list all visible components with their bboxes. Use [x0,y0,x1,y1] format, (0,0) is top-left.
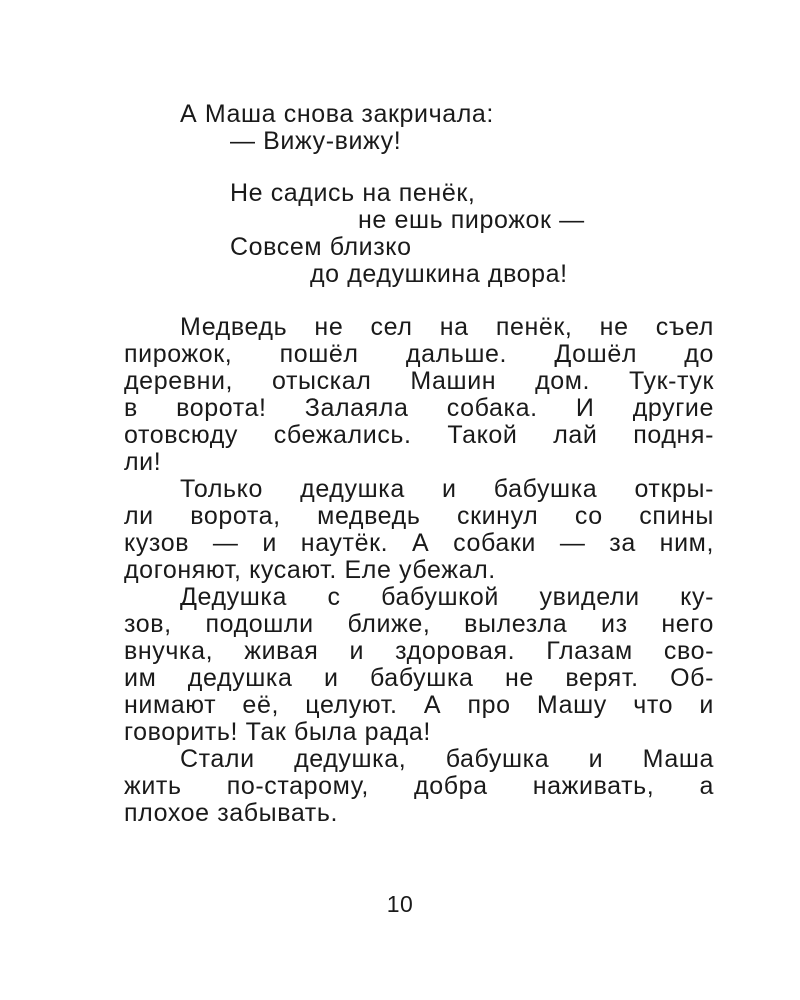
page-number: 10 [386,891,414,917]
dialogue-intro: А Маша снова закричала: [180,100,494,128]
paragraph-line: им дедушка и бабушка не верят. Об- [124,664,714,692]
paragraph-line: ли ворота, медведь скинул со спины [124,502,714,530]
paragraph-line: ли! [124,448,162,476]
paragraph-line: жить по-старому, добра наживать, а [124,772,714,800]
paragraph-line: Дедушка с бабушкой увидели ку- [180,583,714,611]
paragraph-line: плохое забывать. [124,799,339,827]
paragraph-line: Медведь не сел на пенёк, не съел [180,313,714,341]
paragraph-line: внучка, живая и здоровая. Глазам сво- [124,637,714,665]
dialogue-cry: — Вижу-вижу! [230,127,402,155]
paragraph-line: зов, подошли ближе, вылезла из него [124,610,714,638]
paragraph-line: догоняют, кусают. Еле убежал. [124,556,496,584]
verse-line: до дедушкина двора! [310,260,568,288]
paragraph-line: отовсюду сбежались. Такой лай подня- [124,421,714,449]
paragraph-line: пирожок, пошёл дальше. Дошёл до [124,340,714,368]
paragraph-line: Стали дедушка, бабушка и Маша [180,745,714,773]
paragraph-line: в ворота! Залаяла собака. И другие [124,394,714,422]
verse-line: Не садись на пенёк, [230,179,476,207]
paragraph-line: нимают её, целуют. А про Машу что и [124,691,714,719]
paragraph-line: говорить! Так была рада! [124,718,431,746]
paragraph-line: Только дедушка и бабушка откры- [180,475,714,503]
paragraph-line: деревни, отыскал Машин дом. Тук-тук [124,367,714,395]
verse-line: не ешь пирожок — [358,206,585,234]
verse-line: Совсем близко [230,233,412,261]
paragraph-line: кузов — и наутёк. А собаки — за ним, [124,529,714,557]
